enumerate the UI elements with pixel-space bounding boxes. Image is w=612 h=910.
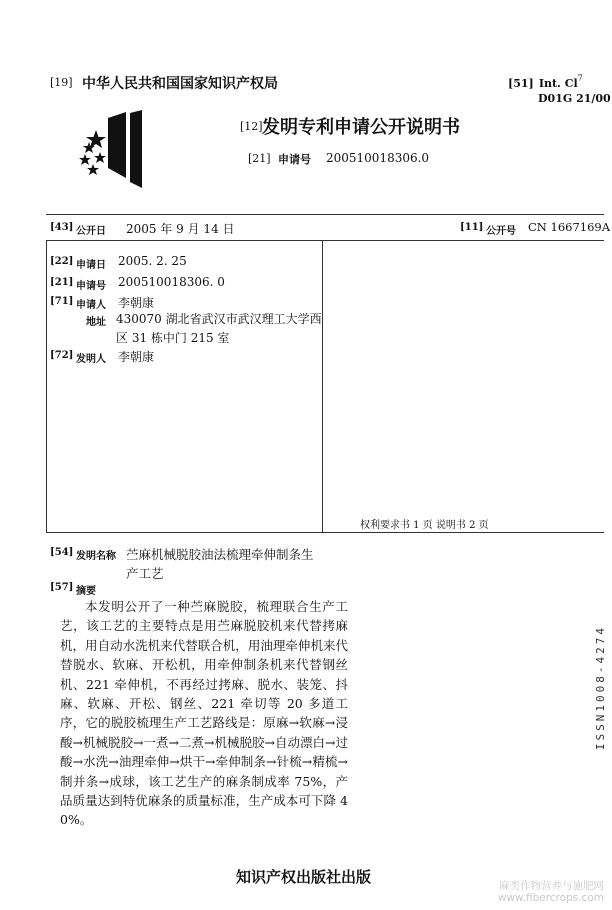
inventor-label: 发明人 [76, 354, 106, 365]
address-line-1: 430070 湖北省武汉市武汉理工大学西 [116, 312, 322, 326]
invention-title-line-1: 苎麻机械脱胶油法梳理牵伸制条生 [126, 547, 314, 562]
int-cl-edition: 7 [577, 73, 583, 83]
application-number-header: 200510018306.0 [326, 151, 430, 165]
authority-name: 中华人民共和国国家知识产权局 [82, 76, 278, 92]
watermark-line-2: www.fibercrops.com [497, 892, 604, 904]
emblem-arc-icon [130, 110, 142, 188]
publication-date: 2005 年 9 月 14 日 [126, 222, 235, 236]
watermark-line-1: 麻类作物营养与施肥网 [499, 880, 604, 892]
issn-vertical: ISSN1008-4274 [594, 625, 607, 751]
box-middle-border [322, 240, 323, 532]
code-19: [19] [50, 76, 73, 89]
code-54: [54] [50, 547, 74, 558]
code-22: [22] [50, 256, 74, 267]
filing-date: 2005. 2. 25 [118, 254, 187, 268]
code-12: [12] [240, 120, 263, 133]
abstract-text: 本发明公开了一种苎麻脱胶，梳理联合生产工艺，该工艺的主要特点是用苎麻脱胶机来代替拷麻机，用自动水洗机来代替联合机，用油理牵伸机来代替脱水、软麻、开松机，用牵伸制条机来代替钢丝机、221 牵伸机，不再经过拷麻、脱水、装笼、抖麻、软麻、开松、钢丝、221 牵切等 20 多道工序，它的脱胶梳理生产工艺路线是：原麻→软麻→浸酸→机械脱胶→一煮→二煮→机械脱胶→自动漂白→过酸→水洗→油理牵伸→烘干→牵伸制条→针梳→精梳→制并条→成球，该工艺生产的麻条制成率 75%，产品质量达到特优麻条的质量标准，生产成本可下降 40%。 [60, 599, 348, 828]
code-72: [72] [50, 350, 74, 361]
code-43: [43] [50, 222, 74, 233]
invention-title-label: 发明名称 [76, 551, 116, 562]
filing-date-label: 申请日 [76, 260, 106, 271]
divider-publication [46, 240, 604, 241]
publisher: 知识产权出版社出版 [236, 868, 372, 886]
publication-number-label: 公开号 [486, 226, 516, 237]
abstract-label: 摘要 [76, 586, 96, 597]
emblem-arc-icon [108, 112, 126, 178]
code-11: [11] [460, 222, 484, 233]
application-number-label-biblio: 申请号 [76, 281, 106, 292]
invention-title-line-2: 产工艺 [126, 566, 164, 581]
applicant-label: 申请人 [76, 300, 106, 311]
int-cl-block [508, 72, 583, 91]
divider-bottom [46, 532, 604, 533]
box-left-border [46, 240, 47, 532]
publication-number: CN 1667169A [528, 220, 611, 234]
code-21: [21] [50, 277, 74, 288]
inventor-name: 李朝康 [118, 350, 155, 364]
applicant-name: 李朝康 [118, 296, 155, 310]
page-count-note: 权利要求书 1 页 说明书 2 页 [360, 520, 489, 531]
code-51: [51] [508, 77, 534, 90]
divider-top [46, 214, 604, 215]
publication-date-label: 公开日 [76, 226, 106, 237]
patent-office-emblem [78, 108, 148, 190]
address-label: 地址 [86, 317, 106, 328]
code-71: [71] [50, 296, 74, 307]
ipc-code: D01G 21/00 [538, 92, 611, 105]
application-number-label: 申请号 [278, 153, 311, 166]
int-cl-label: Int. Cl [538, 77, 578, 90]
emblem-star-icon [94, 152, 106, 163]
application-number: 200510018306. 0 [118, 275, 225, 289]
emblem-star-icon [79, 154, 91, 165]
code-21-header: [21] [248, 152, 271, 165]
document-type: 发明专利申请公开说明书 [262, 117, 460, 138]
site-watermark [498, 880, 604, 904]
address-line-2: 区 31 栋中门 215 室 [116, 331, 230, 345]
code-57: [57] [50, 582, 74, 593]
emblem-star-icon [87, 164, 99, 175]
